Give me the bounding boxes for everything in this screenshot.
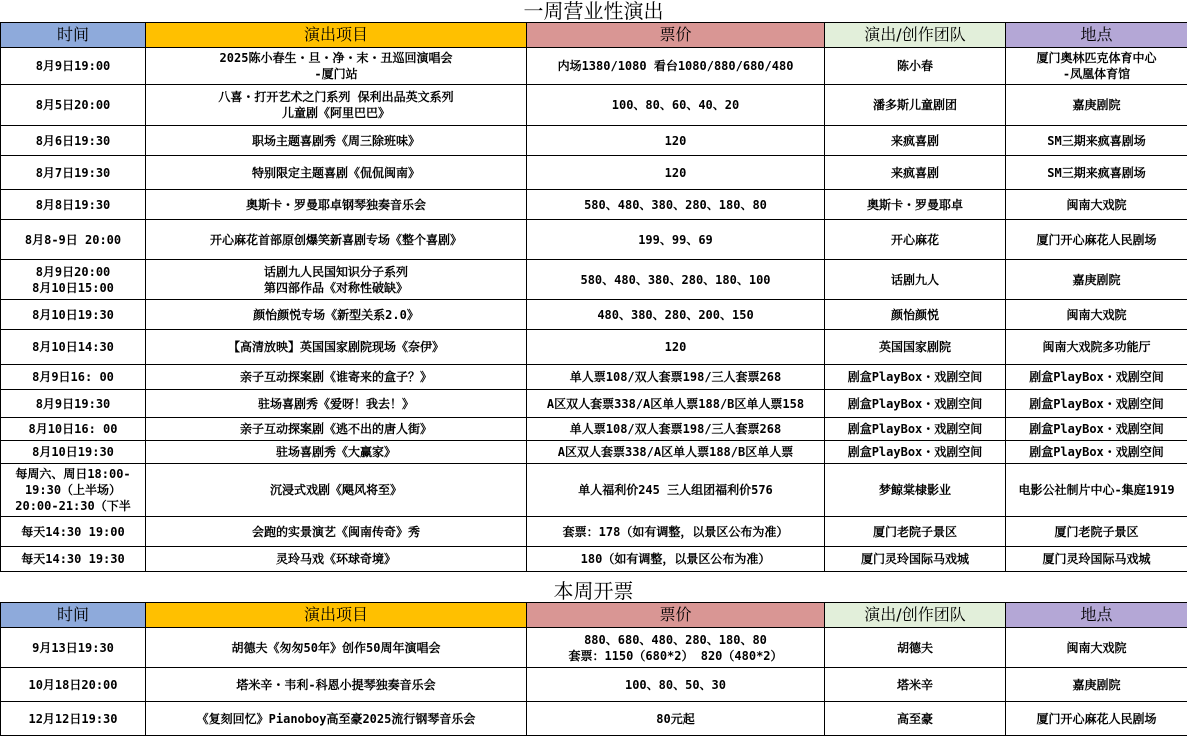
cell-price: 120	[527, 126, 825, 156]
table-row	[1, 668, 1187, 702]
cell-show: 特别限定主题喜剧《侃侃闽南》	[146, 156, 527, 190]
cell-show: 职场主题喜剧秀《周三除班味》	[146, 126, 527, 156]
cell-team: 英国国家剧院	[825, 330, 1006, 365]
cell-show: 颜怡颜悦专场《新型关系2.0》	[146, 300, 527, 330]
cell-team: 塔米辛	[825, 668, 1006, 702]
cell-team: 胡德夫	[825, 628, 1006, 668]
cell-price: 100、80、60、40、20	[527, 85, 825, 126]
cell-time: 8月10日16: 00	[1, 418, 146, 441]
cell-venue: 厦门奥林匹克体育中心 -凤凰体育馆	[1006, 48, 1187, 85]
table-row	[1, 300, 1187, 330]
cell-venue: 闽南大戏院	[1006, 300, 1187, 330]
cell-team: 厦门灵玲国际马戏城	[825, 547, 1006, 572]
cell-time: 9月13日19:30	[1, 628, 146, 668]
cell-team: 颜怡颜悦	[825, 300, 1006, 330]
cell-show: 驻场喜剧秀《爱呀！我去！》	[146, 390, 527, 418]
cell-team: 潘多斯儿童剧团	[825, 85, 1006, 126]
cell-venue: 闽南大戏院多功能厅	[1006, 330, 1187, 365]
table-row	[1, 441, 1187, 464]
cell-time: 每天14:30 19:00	[1, 517, 146, 547]
table-row	[1, 48, 1187, 85]
cell-show: 灵玲马戏《环球奇境》	[146, 547, 527, 572]
cell-show: 驻场喜剧秀《大赢家》	[146, 441, 527, 464]
section1-title: 一周营业性演出	[523, 0, 664, 23]
cell-price: 单人福利价245 三人组团福利价576	[527, 464, 825, 517]
cell-venue: 剧盒PlayBox・戏剧空间	[1006, 418, 1187, 441]
cell-team: 剧盒PlayBox・戏剧空间	[825, 365, 1006, 390]
header-venue: 地点	[1006, 603, 1187, 628]
cell-time: 8月6日19:30	[1, 126, 146, 156]
header-price: 票价	[527, 23, 825, 48]
cell-price: 80元起	[527, 702, 825, 736]
section2-title: 本周开票	[553, 579, 634, 603]
cell-show: 奥斯卡・罗曼耶卓钢琴独奏音乐会	[146, 190, 527, 220]
cell-venue: 剧盒PlayBox・戏剧空间	[1006, 390, 1187, 418]
cell-time: 8月9日20:00 8月10日15:00	[1, 260, 146, 300]
cell-venue: 厦门老院子景区	[1006, 517, 1187, 547]
table-row	[1, 126, 1187, 156]
ticketing-table	[0, 602, 1187, 736]
header-show: 演出项目	[146, 603, 527, 628]
table-row	[1, 85, 1187, 126]
cell-time: 8月7日19:30	[1, 156, 146, 190]
cell-price: A区双人套票338/A区单人票188/B区单人票	[527, 441, 825, 464]
cell-time: 8月10日14:30	[1, 330, 146, 365]
cell-price: 120	[527, 156, 825, 190]
cell-venue: 闽南大戏院	[1006, 190, 1187, 220]
cell-venue: 厦门开心麻花人民剧场	[1006, 702, 1187, 736]
cell-time: 每周六、周日18:00- 19:30（上半场） 20:00-21:30（下半	[1, 464, 146, 517]
cell-show: 【高清放映】英国国家剧院现场《奈伊》	[146, 330, 527, 365]
cell-show: 八喜・打开艺术之门系列 保利出品英文系列 儿童剧《阿里巴巴》	[146, 85, 527, 126]
cell-venue: 闽南大戏院	[1006, 628, 1187, 668]
cell-team: 厦门老院子景区	[825, 517, 1006, 547]
cell-venue: 厦门开心麻花人民剧场	[1006, 220, 1187, 260]
cell-time: 8月9日19:00	[1, 48, 146, 85]
cell-price: A区双人套票338/A区单人票188/B区单人票158	[527, 390, 825, 418]
cell-show: 胡德夫《匆匆50年》创作50周年演唱会	[146, 628, 527, 668]
cell-team: 陈小春	[825, 48, 1006, 85]
cell-price: 内场1380/1080 看台1080/880/680/480	[527, 48, 825, 85]
cell-time: 8月5日20:00	[1, 85, 146, 126]
cell-price: 单人票108/双人套票198/三人套票268	[527, 418, 825, 441]
cell-team: 来疯喜剧	[825, 156, 1006, 190]
cell-team: 剧盒PlayBox・戏剧空间	[825, 390, 1006, 418]
cell-show: 沉浸式戏剧《飓风将至》	[146, 464, 527, 517]
cell-price: 120	[527, 330, 825, 365]
cell-time: 10月18日20:00	[1, 668, 146, 702]
cell-venue: 嘉庚剧院	[1006, 668, 1187, 702]
cell-team: 剧盒PlayBox・戏剧空间	[825, 441, 1006, 464]
table-row	[1, 330, 1187, 365]
cell-team: 梦鲸棠棣影业	[825, 464, 1006, 517]
header-time: 时间	[1, 23, 146, 48]
table-row	[1, 390, 1187, 418]
cell-venue: 电影公社制片中心-集庭1919	[1006, 464, 1187, 517]
header-row	[1, 603, 1187, 628]
cell-team: 剧盒PlayBox・戏剧空间	[825, 418, 1006, 441]
cell-price: 100、80、50、30	[527, 668, 825, 702]
weekly-shows-table	[0, 22, 1187, 572]
cell-price: 580、480、380、280、180、80	[527, 190, 825, 220]
cell-show: 2025陈小春生・旦・净・末・丑巡回演唱会 -厦门站	[146, 48, 527, 85]
cell-venue: 剧盒PlayBox・戏剧空间	[1006, 365, 1187, 390]
cell-time: 8月8-9日 20:00	[1, 220, 146, 260]
table-row	[1, 156, 1187, 190]
header-row	[1, 23, 1187, 48]
cell-venue: 剧盒PlayBox・戏剧空间	[1006, 441, 1187, 464]
header-team: 演出/创作团队	[825, 603, 1006, 628]
header-price: 票价	[527, 603, 825, 628]
cell-venue: 嘉庚剧院	[1006, 260, 1187, 300]
cell-time: 8月10日19:30	[1, 300, 146, 330]
table-row	[1, 464, 1187, 517]
cell-price: 480、380、280、200、150	[527, 300, 825, 330]
table-row	[1, 220, 1187, 260]
cell-venue: SM三期来疯喜剧场	[1006, 156, 1187, 190]
cell-team: 开心麻花	[825, 220, 1006, 260]
table-row	[1, 547, 1187, 572]
table-row	[1, 418, 1187, 441]
cell-price: 580、480、380、280、180、100	[527, 260, 825, 300]
table-row	[1, 365, 1187, 390]
table-row	[1, 628, 1187, 668]
cell-time: 8月9日19:30	[1, 390, 146, 418]
header-time: 时间	[1, 603, 146, 628]
cell-show: 会跑的实景演艺《闽南传奇》秀	[146, 517, 527, 547]
cell-show: 亲子互动探案剧《逃不出的唐人街》	[146, 418, 527, 441]
table-row	[1, 702, 1187, 736]
table-row	[1, 517, 1187, 547]
cell-team: 奥斯卡・罗曼耶卓	[825, 190, 1006, 220]
cell-time: 8月8日19:30	[1, 190, 146, 220]
cell-team: 来疯喜剧	[825, 126, 1006, 156]
cell-show: 亲子互动探案剧《谁寄来的盒子？》	[146, 365, 527, 390]
header-show: 演出项目	[146, 23, 527, 48]
cell-team: 高至豪	[825, 702, 1006, 736]
header-team: 演出/创作团队	[825, 23, 1006, 48]
cell-time: 每天14:30 19:30	[1, 547, 146, 572]
cell-price: 单人票108/双人套票198/三人套票268	[527, 365, 825, 390]
cell-show: 塔米辛・韦利-科恩小提琴独奏音乐会	[146, 668, 527, 702]
cell-venue: SM三期来疯喜剧场	[1006, 126, 1187, 156]
cell-price: 180（如有调整，以景区公布为准）	[527, 547, 825, 572]
cell-show: 开心麻花首部原创爆笑新喜剧专场《整个喜剧》	[146, 220, 527, 260]
table-row	[1, 190, 1187, 220]
cell-time: 12月12日19:30	[1, 702, 146, 736]
cell-price: 880、680、480、280、180、80 套票：1150（680*2） 820（480*2）	[527, 628, 825, 668]
cell-venue: 厦门灵玲国际马戏城	[1006, 547, 1187, 572]
cell-show: 《复刻回忆》Pianoboy高至豪2025流行钢琴音乐会	[146, 702, 527, 736]
table-row	[1, 260, 1187, 300]
cell-show: 话剧九人民国知识分子系列 第四部作品《对称性破缺》	[146, 260, 527, 300]
cell-time: 8月9日16: 00	[1, 365, 146, 390]
cell-price: 199、99、69	[527, 220, 825, 260]
cell-venue: 嘉庚剧院	[1006, 85, 1187, 126]
cell-time: 8月10日19:30	[1, 441, 146, 464]
cell-price: 套票：178（如有调整，以景区公布为准）	[527, 517, 825, 547]
header-venue: 地点	[1006, 23, 1187, 48]
cell-team: 话剧九人	[825, 260, 1006, 300]
